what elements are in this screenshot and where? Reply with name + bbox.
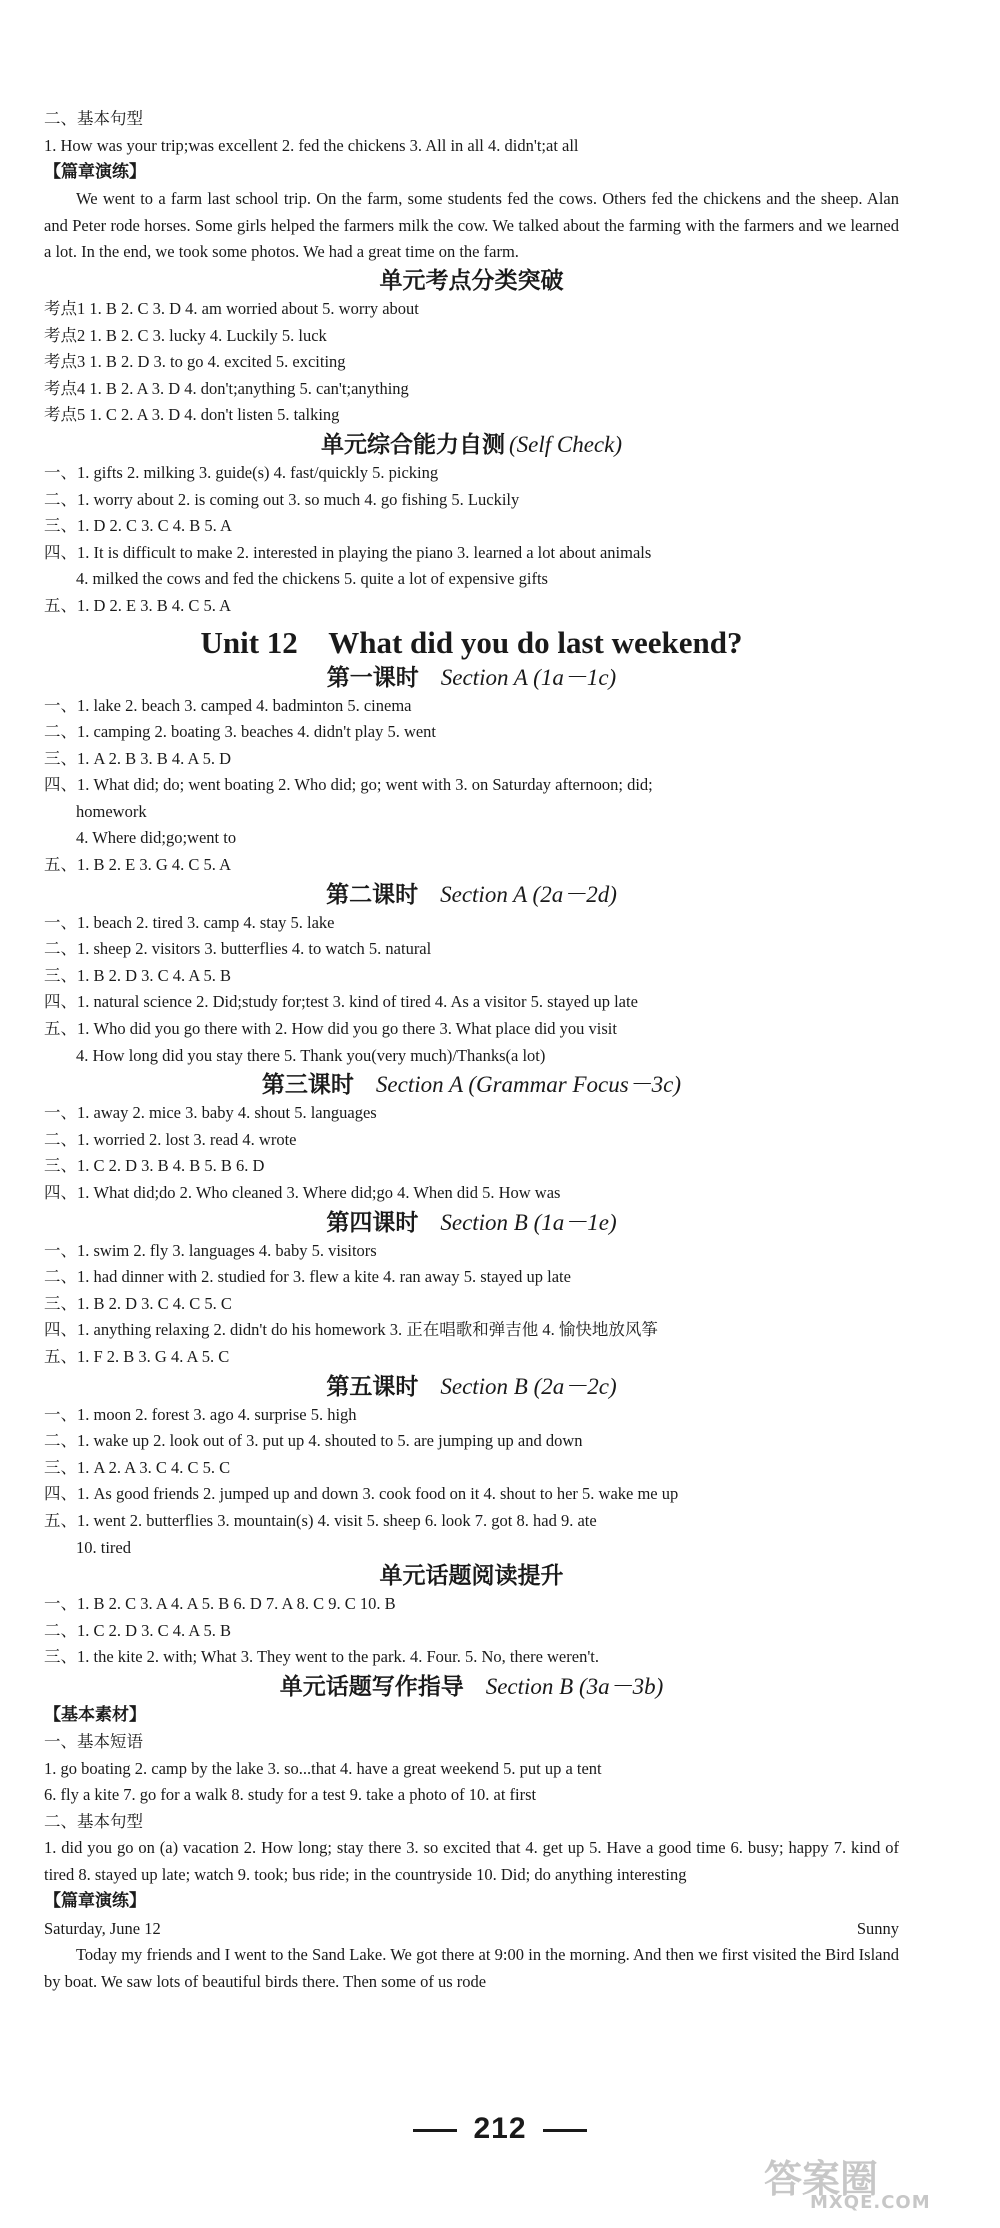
page-number-footer xyxy=(0,2112,1000,2146)
answer-line: 五、1. D 2. E 3. B 4. C 5. A xyxy=(44,595,232,615)
lesson-section: Section B (1a－1e) xyxy=(440,1209,617,1235)
selfcheck-title xyxy=(44,431,899,459)
answer-line: 二、1. had dinner with 2. studied for 3. flew a kite 4. ran away 5. stayed up late xyxy=(44,1267,571,1287)
selfcheck-title-en: (Self Check) xyxy=(508,431,623,457)
answer-line: 四、1. What did;do 2. Who cleaned 3. Where did;go 4. When did 5. How was xyxy=(44,1183,561,1202)
answer-line: 五、1. Who did you go there with 2. How did you go there 3. What place did you visit xyxy=(44,1019,617,1039)
lesson-title-cn: 第二课时 xyxy=(326,881,419,908)
answer-line: 五、1. F 2. B 3. G 4. A 5. C xyxy=(44,1346,230,1366)
answer-line: 四、1. natural science 2. Did;study for;test 3. kind of tired 4. As a visitor 5. stayed up late xyxy=(44,992,638,1012)
unit-title: Unit 12 What did you do last weekend? xyxy=(200,624,743,660)
kaodian-line: 考点2 1. B 2. C 3. lucky 4. Luckily 5. luck xyxy=(44,325,327,345)
writing-section: Section B (3a－3b) xyxy=(485,1673,664,1699)
answer-line: 三、1. A 2. A 3. C 4. C 5. C xyxy=(44,1457,231,1477)
diary-header xyxy=(44,1915,899,1942)
lesson5-title xyxy=(44,1373,899,1401)
selfcheck-title-cn: 单元综合能力自测 xyxy=(320,431,505,458)
practice-text: We went to a farm last school trip. On the farm, some students fed the cows. Others fed the chickens and the sheep. Alan and Peter rode horses. Some girls helped the farmers milk the cow. We talked about the farming with the farmers and we learned a lot. In the end, we took some photos. We had a great time on the farm. xyxy=(44,189,899,262)
lesson-title-cn: 第一课时 xyxy=(326,664,419,691)
kaodian-line: 考点3 1. B 2. D 3. to go 4. excited 5. exciting xyxy=(44,352,346,372)
answer-line: 4. How long did you stay there 5. Thank you(very much)/Thanks(a lot) xyxy=(76,1045,546,1065)
answer-line: 五、1. went 2. butterflies 3. mountain(s) 4. visit 5. sheep 6. look 7. got 8. had 9. ate xyxy=(44,1510,597,1530)
reading-title: 单元话题阅读提升 xyxy=(379,1563,564,1590)
watermark-url: MXQE.COM xyxy=(810,2192,931,2213)
lesson-section: Section A (Grammar Focus－3c) xyxy=(375,1072,682,1098)
writing-title xyxy=(44,1673,899,1701)
lesson2-title xyxy=(44,881,899,909)
writing-practice-paragraph xyxy=(44,1942,899,1995)
answer-line: 四、1. As good friends 2. jumped up and down 3. cook food on it 4. shout to her 5. wake me up xyxy=(44,1484,679,1504)
lesson4-title xyxy=(44,1209,899,1237)
answer-line: 二、1. C 2. D 3. C 4. A 5. B xyxy=(44,1620,232,1640)
lesson-title-cn: 第三课时 xyxy=(261,1072,354,1099)
answer-line: homework xyxy=(76,801,147,821)
lesson-title-cn: 第四课时 xyxy=(326,1209,419,1236)
lesson3-title xyxy=(44,1071,899,1099)
answer-line: 一、1. moon 2. forest 3. ago 4. surprise 5. high xyxy=(44,1404,357,1424)
answer-line: 三、1. B 2. D 3. C 4. A 5. B xyxy=(44,965,232,985)
practice-label: 【篇章演练】 xyxy=(44,162,146,183)
answer-line: 10. tired xyxy=(76,1537,131,1557)
answer-line: 三、1. C 2. D 3. B 4. B 5. B 6. D xyxy=(44,1156,265,1176)
watermark-logo xyxy=(760,2148,982,2220)
kaodian-title: 单元考点分类突破 xyxy=(379,267,564,294)
answer-line: 二、1. camping 2. boating 3. beaches 4. didn't play 5. went xyxy=(44,722,437,742)
answer-line: 四、1. anything relaxing 2. didn't do his homework 3. 正在唱歌和弹吉他 4. 愉快地放风筝 xyxy=(44,1320,658,1340)
answer-line: 一、1. lake 2. beach 3. camped 4. badminton 5. cinema xyxy=(44,695,412,715)
writing-practice-label: 【篇章演练】 xyxy=(44,1891,146,1912)
answer-line: 二、1. worry about 2. is coming out 3. so much 4. go fishing 5. Luckily xyxy=(44,489,520,509)
answer-line: 三、1. B 2. D 3. C 4. C 5. C xyxy=(44,1293,232,1313)
answer-content xyxy=(44,106,899,1996)
sentence-heading: 二、基本句型 xyxy=(44,1811,143,1831)
answer-line: 二、1. sheep 2. visitors 3. butterflies 4. to watch 5. natural xyxy=(44,939,432,959)
answer-line: 一、1. swim 2. fly 3. languages 4. baby 5. visitors xyxy=(44,1240,377,1260)
sentence-answers: 1. did you go on (a) vacation 2. How long; stay there 3. so excited that 4. get up 5. Have a good time 6. busy; happy 7. kind of tired 8. stayed up late; watch 9. took; bus ride; in the countryside 10. Did; do anything interesting xyxy=(44,1838,899,1884)
writing-title-cn: 单元话题写作指导 xyxy=(279,1673,464,1700)
practice-paragraph xyxy=(44,186,899,266)
answer-line: 二、1. worried 2. lost 3. read 4. wrote xyxy=(44,1129,297,1149)
basic-sentence-heading: 二、基本句型 xyxy=(44,109,143,128)
kaodian-line: 考点4 1. B 2. A 3. D 4. don't;anything 5. can't;anything xyxy=(44,378,409,398)
phrases-heading: 一、基本短语 xyxy=(44,1731,143,1751)
answer-line: 4. Where did;go;went to xyxy=(76,828,237,848)
phrases-line: 1. go boating 2. camp by the lake 3. so...that 4. have a great weekend 5. put up a tent xyxy=(44,1758,602,1778)
answer-line: 四、1. It is difficult to make 2. interested in playing the piano 3. learned a lot about animals xyxy=(44,542,652,562)
writing-practice-text: Today my friends and I went to the Sand Lake. We got there at 9:00 in the morning. And then we first visited the Bird Island by boat. We saw lots of beautiful birds there. Then some of us rode xyxy=(44,1945,899,1992)
lesson-section: Section B (2a－2c) xyxy=(440,1373,617,1399)
answer-line: 三、1. A 2. B 3. B 4. A 5. D xyxy=(44,748,232,768)
basic-sentence-answers: 1. How was your trip;was excellent 2. fed the chickens 3. All in all 4. didn't;at all xyxy=(44,135,579,155)
answer-line: 一、1. gifts 2. milking 3. guide(s) 4. fast/quickly 5. picking xyxy=(44,462,439,482)
lesson-title-cn: 第五课时 xyxy=(326,1373,419,1400)
answer-line: 一、1. B 2. C 3. A 4. A 5. B 6. D 7. A 8. C 9. C 10. B xyxy=(44,1594,396,1614)
kaodian-line: 考点5 1. C 2. A 3. D 4. don't listen 5. talking xyxy=(44,405,340,425)
watermark-cn: 答案圈 xyxy=(764,2157,879,2201)
phrases-line: 6. fly a kite 7. go for a walk 8. study for a test 9. take a photo of 10. at first xyxy=(44,1785,537,1805)
lesson-section: Section A (1a－1c) xyxy=(440,664,617,690)
kaodian-line: 考点1 1. B 2. C 3. D 4. am worried about 5. worry about xyxy=(44,298,419,318)
answer-line: 一、1. away 2. mice 3. baby 4. shout 5. languages xyxy=(44,1103,377,1123)
material-label: 【基本素材】 xyxy=(44,1704,146,1725)
lesson1-title xyxy=(44,664,899,692)
diary-weather: Sunny xyxy=(856,1919,899,1939)
diary-date: Saturday, June 12 xyxy=(44,1919,161,1939)
answer-line: 三、1. D 2. C 3. C 4. B 5. A xyxy=(44,516,232,536)
page-number: 212 xyxy=(473,2112,527,2145)
lesson-section: Section A (2a－2d) xyxy=(440,881,617,907)
kaodian-lines xyxy=(44,296,899,429)
answer-line: 二、1. wake up 2. look out of 3. put up 4. shouted to 5. are jumping up and down xyxy=(44,1431,583,1451)
answer-line: 三、1. the kite 2. with; What 3. They went to the park. 4. Four. 5. No, there weren't. xyxy=(44,1647,600,1667)
footer-dash-right xyxy=(543,2129,587,2132)
footer-dash-left xyxy=(413,2129,457,2132)
answer-line: 4. milked the cows and fed the chickens 5. quite a lot of expensive gifts xyxy=(76,569,548,589)
answer-line: 四、1. What did; do; went boating 2. Who did; go; went with 3. on Saturday afternoon; did; xyxy=(44,775,653,795)
answer-line: 一、1. beach 2. tired 3. camp 4. stay 5. lake xyxy=(44,912,335,932)
answer-line: 五、1. B 2. E 3. G 4. C 5. A xyxy=(44,855,232,875)
